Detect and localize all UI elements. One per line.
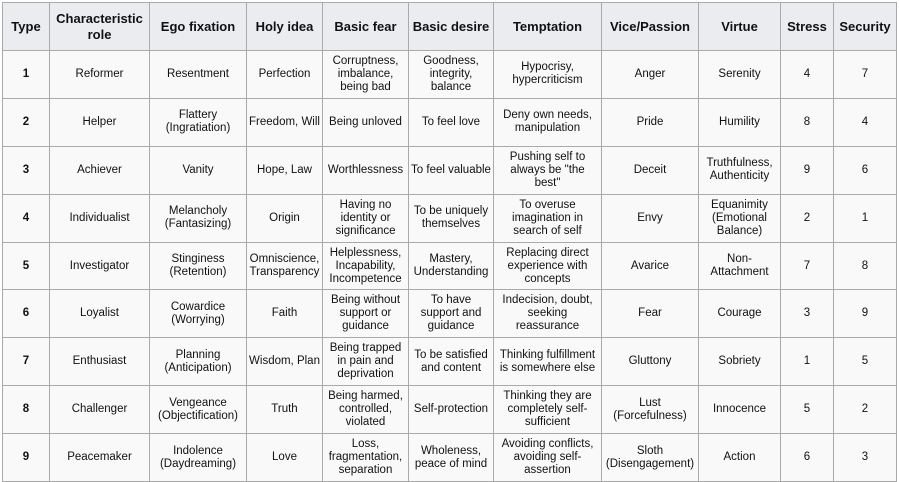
table-row — [3, 146, 897, 194]
cell-stress: 4 — [781, 51, 834, 99]
cell-characteristic-role: Achiever — [50, 146, 150, 194]
cell-vice-passion: Anger — [602, 51, 699, 99]
cell-type: 1 — [3, 51, 50, 99]
column-header-holy-idea: Holy idea — [247, 3, 323, 51]
cell-holy-idea: Truth — [247, 386, 323, 434]
cell-holy-idea: Freedom, Will — [247, 98, 323, 146]
cell-temptation: Replacing direct experience with concepts — [494, 242, 602, 290]
cell-stress: 6 — [781, 434, 834, 482]
cell-security: 7 — [834, 51, 897, 99]
cell-basic-desire: Self-protection — [409, 386, 494, 434]
cell-basic-desire: Wholeness, peace of mind — [409, 434, 494, 482]
column-header-temptation: Temptation — [494, 3, 602, 51]
cell-stress: 1 — [781, 338, 834, 386]
header-row — [3, 3, 897, 51]
cell-basic-fear: Helplessness, Incapability, Incompetence — [323, 242, 409, 290]
cell-security: 6 — [834, 146, 897, 194]
cell-security: 2 — [834, 386, 897, 434]
enneagram-table — [2, 2, 897, 482]
cell-stress: 7 — [781, 242, 834, 290]
cell-virtue: Action — [699, 434, 781, 482]
cell-basic-desire: Goodness, integrity, balance — [409, 51, 494, 99]
cell-characteristic-role: Loyalist — [50, 290, 150, 338]
cell-holy-idea: Origin — [247, 194, 323, 242]
cell-vice-passion: Envy — [602, 194, 699, 242]
cell-characteristic-role: Enthusiast — [50, 338, 150, 386]
cell-type: 2 — [3, 98, 50, 146]
cell-security: 5 — [834, 338, 897, 386]
cell-type: 4 — [3, 194, 50, 242]
cell-virtue: Courage — [699, 290, 781, 338]
cell-virtue: Sobriety — [699, 338, 781, 386]
cell-ego-fixation: Resentment — [150, 51, 247, 99]
cell-virtue: Humility — [699, 98, 781, 146]
cell-characteristic-role: Reformer — [50, 51, 150, 99]
table-row — [3, 194, 897, 242]
table-row — [3, 51, 897, 99]
cell-security: 3 — [834, 434, 897, 482]
cell-ego-fixation: Flattery (Ingratiation) — [150, 98, 247, 146]
cell-stress: 3 — [781, 290, 834, 338]
cell-vice-passion: Pride — [602, 98, 699, 146]
cell-temptation: Indecision, doubt, seeking reassurance — [494, 290, 602, 338]
cell-temptation: To overuse imagination in search of self — [494, 194, 602, 242]
cell-stress: 8 — [781, 98, 834, 146]
cell-characteristic-role: Helper — [50, 98, 150, 146]
cell-stress: 2 — [781, 194, 834, 242]
cell-characteristic-role: Peacemaker — [50, 434, 150, 482]
cell-temptation: Thinking fulfillment is somewhere else — [494, 338, 602, 386]
cell-basic-fear: Worthlessness — [323, 146, 409, 194]
cell-stress: 5 — [781, 386, 834, 434]
cell-basic-desire: To be uniquely themselves — [409, 194, 494, 242]
column-header-basic-fear: Basic fear — [323, 3, 409, 51]
cell-holy-idea: Faith — [247, 290, 323, 338]
cell-holy-idea: Hope, Law — [247, 146, 323, 194]
cell-security: 1 — [834, 194, 897, 242]
cell-characteristic-role: Challenger — [50, 386, 150, 434]
cell-basic-fear: Being unloved — [323, 98, 409, 146]
cell-basic-desire: Mastery, Understanding — [409, 242, 494, 290]
table-row — [3, 338, 897, 386]
cell-type: 3 — [3, 146, 50, 194]
cell-holy-idea: Perfection — [247, 51, 323, 99]
cell-vice-passion: Deceit — [602, 146, 699, 194]
cell-ego-fixation: Melancholy (Fantasizing) — [150, 194, 247, 242]
table-body — [3, 51, 897, 482]
cell-security: 9 — [834, 290, 897, 338]
cell-type: 5 — [3, 242, 50, 290]
cell-security: 4 — [834, 98, 897, 146]
cell-basic-fear: Being without support or guidance — [323, 290, 409, 338]
cell-temptation: Thinking they are completely self-sufficient — [494, 386, 602, 434]
column-header-stress: Stress — [781, 3, 834, 51]
cell-virtue: Non-Attachment — [699, 242, 781, 290]
cell-holy-idea: Omniscience, Transparency — [247, 242, 323, 290]
cell-ego-fixation: Planning (Anticipation) — [150, 338, 247, 386]
column-header-type: Type — [3, 3, 50, 51]
cell-characteristic-role: Investigator — [50, 242, 150, 290]
table-row — [3, 434, 897, 482]
cell-type: 9 — [3, 434, 50, 482]
cell-stress: 9 — [781, 146, 834, 194]
cell-vice-passion: Avarice — [602, 242, 699, 290]
cell-virtue: Equanimity (Emotional Balance) — [699, 194, 781, 242]
column-header-security: Security — [834, 3, 897, 51]
cell-ego-fixation: Stinginess (Retention) — [150, 242, 247, 290]
cell-basic-desire: To have support and guidance — [409, 290, 494, 338]
cell-temptation: Hypocrisy, hypercriticism — [494, 51, 602, 99]
cell-holy-idea: Love — [247, 434, 323, 482]
cell-holy-idea: Wisdom, Plan — [247, 338, 323, 386]
cell-vice-passion: Lust (Forcefulness) — [602, 386, 699, 434]
cell-virtue: Innocence — [699, 386, 781, 434]
table-row — [3, 98, 897, 146]
cell-ego-fixation: Indolence (Daydreaming) — [150, 434, 247, 482]
cell-type: 8 — [3, 386, 50, 434]
cell-ego-fixation: Cowardice (Worrying) — [150, 290, 247, 338]
column-header-characteristic-role: Characteristic role — [50, 3, 150, 51]
cell-vice-passion: Sloth (Disengagement) — [602, 434, 699, 482]
cell-temptation: Avoiding conflicts, avoiding self-assertion — [494, 434, 602, 482]
cell-ego-fixation: Vengeance (Objectification) — [150, 386, 247, 434]
cell-type: 7 — [3, 338, 50, 386]
column-header-virtue: Virtue — [699, 3, 781, 51]
cell-type: 6 — [3, 290, 50, 338]
cell-vice-passion: Gluttony — [602, 338, 699, 386]
cell-characteristic-role: Individualist — [50, 194, 150, 242]
cell-basic-desire: To be satisfied and content — [409, 338, 494, 386]
cell-virtue: Serenity — [699, 51, 781, 99]
cell-basic-fear: Being trapped in pain and deprivation — [323, 338, 409, 386]
column-header-vice-passion: Vice/Passion — [602, 3, 699, 51]
cell-vice-passion: Fear — [602, 290, 699, 338]
cell-basic-fear: Having no identity or significance — [323, 194, 409, 242]
column-header-ego-fixation: Ego fixation — [150, 3, 247, 51]
cell-temptation: Pushing self to always be "the best" — [494, 146, 602, 194]
table-row — [3, 290, 897, 338]
cell-basic-fear: Being harmed, controlled, violated — [323, 386, 409, 434]
cell-temptation: Deny own needs, manipulation — [494, 98, 602, 146]
cell-basic-fear: Corruptness, imbalance, being bad — [323, 51, 409, 99]
cell-security: 8 — [834, 242, 897, 290]
cell-ego-fixation: Vanity — [150, 146, 247, 194]
cell-basic-desire: To feel valuable — [409, 146, 494, 194]
column-header-basic-desire: Basic desire — [409, 3, 494, 51]
cell-virtue: Truthfulness, Authenticity — [699, 146, 781, 194]
table-row — [3, 242, 897, 290]
table-row — [3, 386, 897, 434]
cell-basic-fear: Loss, fragmentation, separation — [323, 434, 409, 482]
cell-basic-desire: To feel love — [409, 98, 494, 146]
